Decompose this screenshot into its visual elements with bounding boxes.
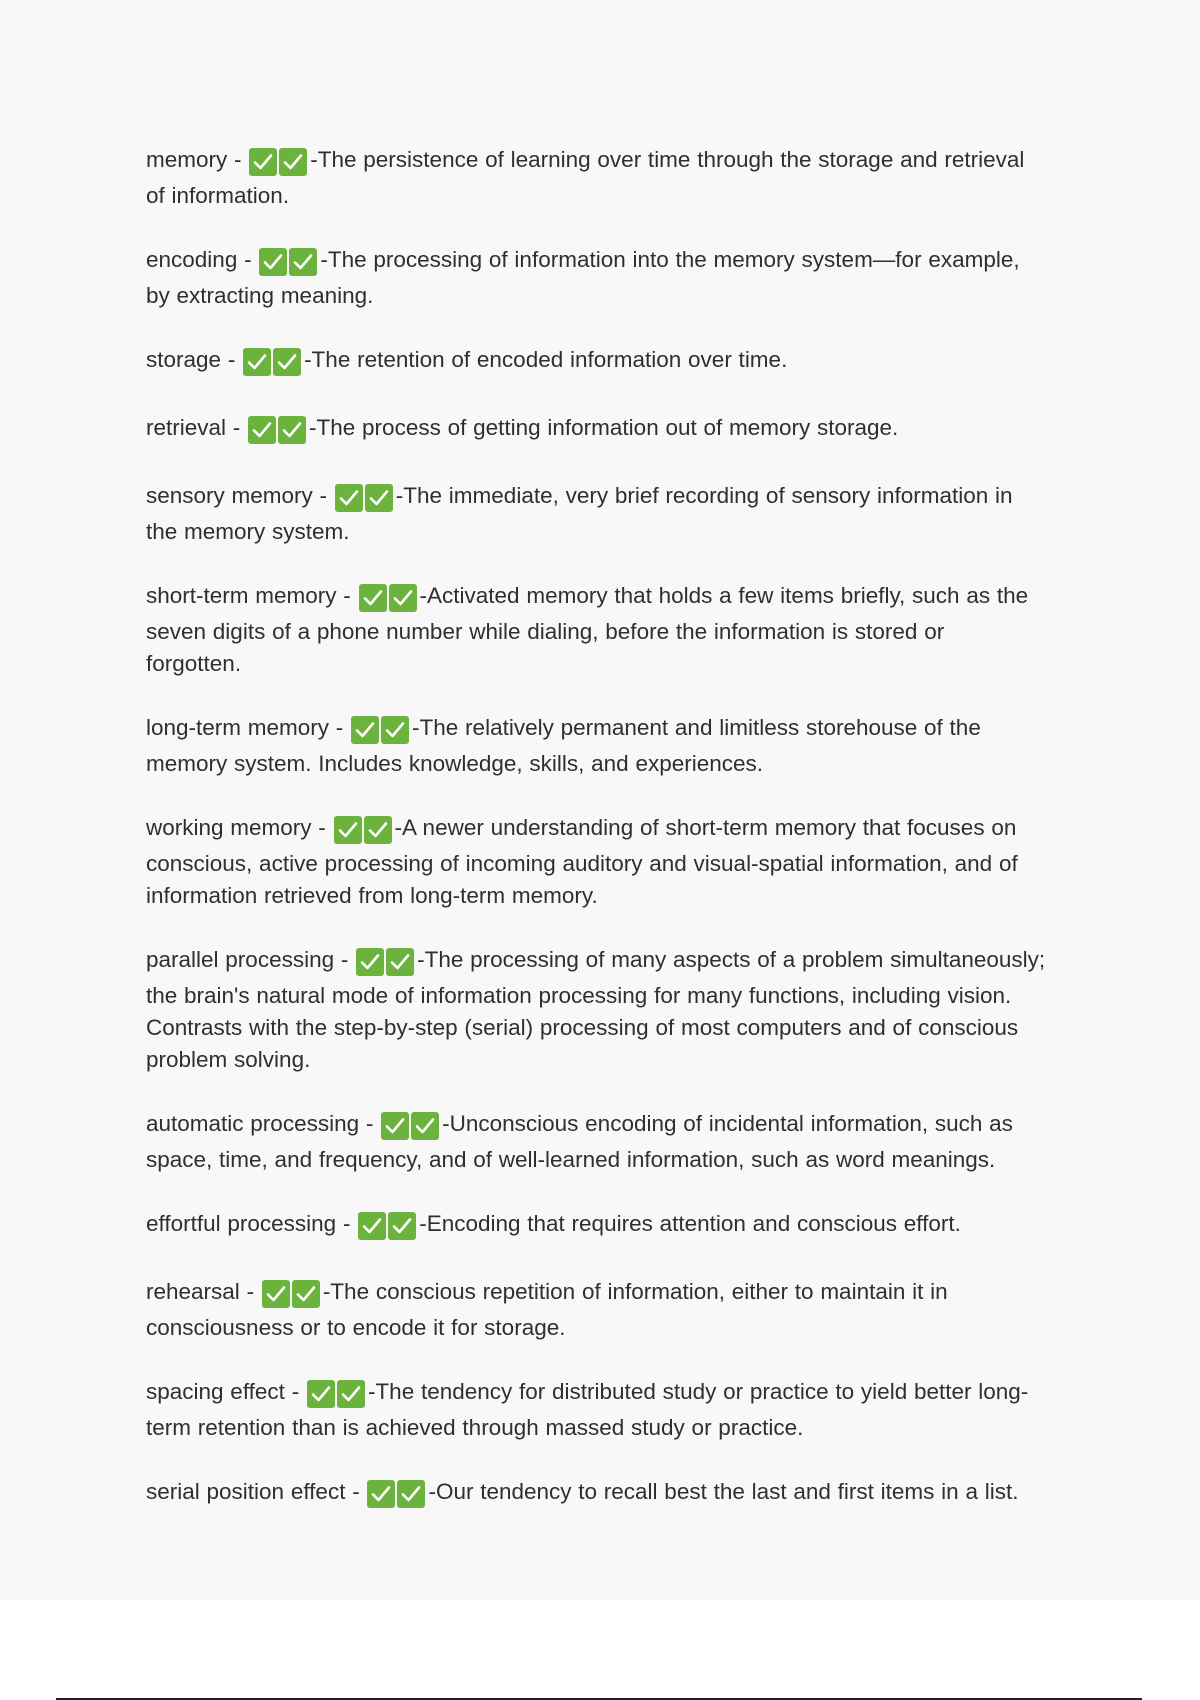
entry-separator: -	[311, 815, 333, 840]
glossary-entry	[146, 712, 1046, 780]
check-marks	[359, 584, 419, 616]
check-marks	[249, 148, 309, 180]
entry-term: spacing effect	[146, 1379, 285, 1404]
entry-definition: -Activated memory that holds a few items briefly, such as the seven digits of a phone number while dialing, before the information is stored or forgotten.	[146, 583, 1029, 676]
entry-term: parallel processing	[146, 947, 335, 972]
check-mark-icon	[389, 584, 417, 612]
check-mark-icon	[279, 148, 307, 176]
check-mark-icon	[359, 584, 387, 612]
glossary-entry	[146, 412, 1046, 448]
entry-separator: -	[345, 1479, 367, 1504]
entry-term: long-term memory	[146, 715, 330, 740]
entry-separator: -	[329, 715, 351, 740]
entry-term: working memory	[146, 815, 312, 840]
check-mark-icon	[386, 948, 414, 976]
check-mark-icon	[334, 816, 362, 844]
entry-separator: -	[221, 347, 243, 372]
check-mark-icon	[351, 716, 379, 744]
glossary-entry	[146, 580, 1046, 680]
entry-definition: -The process of getting information out of memory storage.	[309, 415, 899, 440]
check-mark-icon	[356, 948, 384, 976]
entry-separator: -	[239, 1279, 261, 1304]
entry-term: short-term memory	[146, 583, 337, 608]
check-marks	[381, 1112, 441, 1144]
check-mark-icon	[248, 416, 276, 444]
check-mark-icon	[381, 716, 409, 744]
check-marks	[262, 1280, 322, 1312]
check-marks	[259, 248, 319, 280]
entry-term: storage	[146, 347, 222, 372]
check-mark-icon	[337, 1380, 365, 1408]
check-marks	[335, 484, 395, 516]
entry-definition: -A newer understanding of short-term memory that focuses on conscious, active processing of incoming auditory and visual-spatial information, and of information retrieved from long-term memory.	[146, 815, 1018, 908]
entry-separator: -	[336, 583, 358, 608]
glossary-entry	[146, 480, 1046, 548]
glossary-entry	[146, 1476, 1046, 1512]
entry-definition: -The processing of information into the memory system—for example, by extracting meaning.	[146, 247, 1020, 308]
check-mark-icon	[289, 248, 317, 276]
glossary-entry	[146, 1276, 1046, 1344]
entry-definition: -The persistence of learning over time through the storage and retrieval of information.	[146, 147, 1025, 208]
check-mark-icon	[365, 484, 393, 512]
check-marks	[367, 1480, 427, 1512]
check-mark-icon	[307, 1380, 335, 1408]
glossary-entry	[146, 344, 1046, 380]
glossary-entry	[146, 244, 1046, 312]
check-mark-icon	[249, 148, 277, 176]
check-mark-icon	[397, 1480, 425, 1508]
entry-separator: -	[237, 247, 259, 272]
entry-separator: -	[359, 1111, 381, 1136]
entry-term: memory	[146, 147, 228, 172]
entry-term: retrieval	[146, 415, 227, 440]
glossary-entry	[146, 944, 1046, 1076]
entry-separator: -	[312, 483, 334, 508]
glossary-entry	[146, 1108, 1046, 1176]
entry-term: effortful processing	[146, 1211, 337, 1236]
check-marks	[356, 948, 416, 980]
entry-term: serial position effect	[146, 1479, 346, 1504]
entry-definition: -The tendency for distributed study or practice to yield better long-term retention than is achieved through massed study or practice.	[146, 1379, 1029, 1440]
entry-term: rehearsal	[146, 1279, 240, 1304]
check-mark-icon	[273, 348, 301, 376]
entry-separator: -	[334, 947, 356, 972]
entry-term: encoding	[146, 247, 238, 272]
check-mark-icon	[381, 1112, 409, 1140]
entry-separator: -	[284, 1379, 306, 1404]
entry-definition: -The relatively permanent and limitless storehouse of the memory system. Includes knowledge, skills, and experiences.	[146, 715, 981, 776]
check-mark-icon	[243, 348, 271, 376]
entry-definition: -Unconscious encoding of incidental information, such as space, time, and frequency, and of well-learned information, such as word meanings.	[146, 1111, 1013, 1172]
check-marks	[248, 416, 308, 448]
entry-definition: -The retention of encoded information over time.	[304, 347, 788, 372]
entry-separator: -	[227, 147, 249, 172]
check-mark-icon	[367, 1480, 395, 1508]
entry-definition: -Our tendency to recall best the last and first items in a list.	[428, 1479, 1019, 1504]
entry-definition: -Encoding that requires attention and conscious effort.	[419, 1211, 961, 1236]
check-mark-icon	[292, 1280, 320, 1308]
entry-definition: -The processing of many aspects of a problem simultaneously; the brain's natural mode of information processing for many functions, including vision. Contrasts with the step-by-step (serial) processing of most computers and of conscious problem solving.	[146, 947, 1046, 1072]
glossary-entry	[146, 144, 1046, 212]
check-mark-icon	[358, 1212, 386, 1240]
entry-definition: -The immediate, very brief recording of sensory information in the memory system.	[146, 483, 1013, 544]
check-mark-icon	[278, 416, 306, 444]
check-mark-icon	[335, 484, 363, 512]
glossary-entry	[146, 1376, 1046, 1444]
check-marks	[334, 816, 394, 848]
entry-definition: -The conscious repetition of information, either to maintain it in consciousness or to encode it for storage.	[146, 1279, 948, 1340]
check-mark-icon	[364, 816, 392, 844]
check-mark-icon	[388, 1212, 416, 1240]
entry-term: sensory memory	[146, 483, 313, 508]
glossary-list	[146, 144, 1046, 1544]
entry-separator: -	[226, 415, 248, 440]
check-mark-icon	[259, 248, 287, 276]
entry-term: automatic processing	[146, 1111, 360, 1136]
check-marks	[307, 1380, 367, 1412]
check-mark-icon	[262, 1280, 290, 1308]
check-marks	[243, 348, 303, 380]
check-marks	[358, 1212, 418, 1244]
check-mark-icon	[411, 1112, 439, 1140]
entry-separator: -	[336, 1211, 358, 1236]
check-marks	[351, 716, 411, 748]
glossary-entry	[146, 1208, 1046, 1244]
glossary-entry	[146, 812, 1046, 912]
